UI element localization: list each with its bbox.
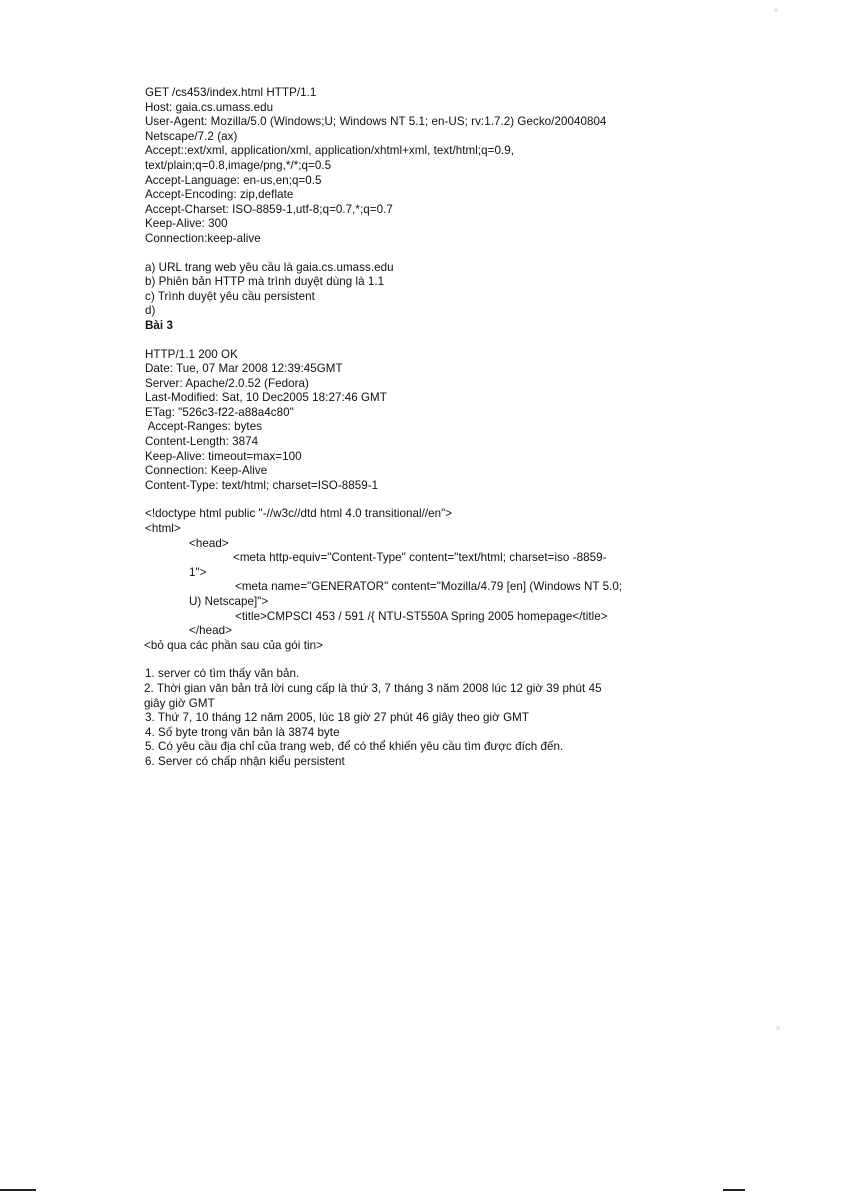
request-line: text/plain;q=0.8,image/png,*/*;q=0.5 bbox=[145, 158, 332, 172]
meta-generator-line: <meta name="GENERATOR" content="Mozilla/4.79 [en] (Windows NT 5.0; bbox=[235, 580, 623, 594]
spacer bbox=[145, 334, 745, 348]
answer-line: a) URL trang web yêu cầu là gaia.cs.umass.edu bbox=[145, 260, 394, 274]
title-tag-line: <title>CMPSCI 453 / 591 /{ NTU-ST550A Spring 2005 homepage</title> bbox=[235, 609, 608, 623]
response-line: Keep-Alive: timeout=max=100 bbox=[145, 449, 302, 463]
answer-line: 1. server có tìm thấy văn bản. bbox=[145, 667, 300, 681]
answer-line: c) Trình duyệt yêu cầu persistent bbox=[145, 289, 315, 303]
answer-line: 5. Có yêu cầu địa chỉ của trang web, để có thể khiến yêu cầu tìm được đích đến. bbox=[145, 740, 564, 754]
http-response-block bbox=[145, 348, 745, 494]
response-line: HTTP/1.1 200 OK bbox=[145, 347, 238, 361]
doctype-line: <!doctype html public "-//w3c//dtd html 4.0 transitional//en"> bbox=[145, 507, 453, 521]
response-line: Connection: Keep-Alive bbox=[145, 464, 268, 478]
request-line: Netscape/7.2 (ax) bbox=[145, 129, 238, 143]
section-heading: Bài 3 bbox=[145, 318, 173, 332]
scan-speck bbox=[774, 8, 778, 12]
answer-line: 3. Thứ 7, 10 tháng 12 năm 2005, lúc 18 giờ 27 phút 46 giây theo giờ GMT bbox=[145, 711, 530, 725]
spacer bbox=[145, 653, 745, 667]
request-line: Connection:keep-alive bbox=[145, 231, 261, 245]
scan-speck bbox=[776, 1026, 780, 1030]
request-line: User-Agent: Mozilla/5.0 (Windows;U; Windows NT 5.1; en-US; rv:1.7.2) Gecko/20040804 bbox=[145, 115, 607, 129]
html-open-line: <html> bbox=[145, 522, 181, 536]
request-line: Accept-Encoding: zip,deflate bbox=[145, 188, 294, 202]
html-body-block bbox=[145, 507, 745, 653]
spacer bbox=[145, 247, 745, 261]
answer-line: d) bbox=[145, 304, 156, 318]
response-line: Content-Length: 3874 bbox=[145, 435, 259, 449]
response-line: Accept-Ranges: bytes bbox=[145, 420, 263, 434]
request-line: Keep-Alive: 300 bbox=[145, 217, 228, 231]
head-open-line: <head> bbox=[189, 536, 229, 550]
document-content bbox=[145, 86, 745, 770]
spacer bbox=[145, 493, 745, 507]
request-line: Accept::ext/xml, application/xml, application/xhtml+xml, text/html;q=0.9, bbox=[145, 144, 515, 158]
meta-content-type-wrap: 1"> bbox=[189, 565, 207, 579]
meta-generator-wrap: U) Netscape]"> bbox=[189, 595, 269, 608]
response-line: Server: Apache/2.0.52 (Fedora) bbox=[145, 376, 309, 390]
meta-content-type-line: <meta http-equiv="Content-Type" content="text/html; charset=iso -8859- bbox=[233, 551, 607, 565]
response-line: ETag: "526c3-f22-a88a4c80" bbox=[145, 405, 294, 419]
http-request-block bbox=[145, 86, 745, 247]
request-line: Accept-Language: en-us,en;q=0.5 bbox=[145, 173, 322, 187]
request-line: Host: gaia.cs.umass.edu bbox=[145, 100, 274, 114]
response-line: Last-Modified: Sat, 10 Dec2005 18:27:46 GMT bbox=[145, 391, 387, 405]
skip-note-line: <bỏ qua các phần sau của gói tin> bbox=[144, 638, 323, 652]
answer-line: b) Phiên bản HTTP mà trình duyệt dùng là 1.1 bbox=[145, 275, 385, 289]
request-line: GET /cs453/index.html HTTP/1.1 bbox=[145, 86, 317, 99]
head-close-line: </head> bbox=[189, 624, 232, 638]
answer-line: 2. Thời gian văn bản trả lời cung cấp là thứ 3, 7 tháng 3 năm 2008 lúc 12 giờ 39 phút 45 bbox=[144, 681, 602, 695]
response-line: Content-Type: text/html; charset=ISO-8859-1 bbox=[145, 478, 379, 492]
answers-part-b bbox=[145, 667, 745, 769]
answers-part-a bbox=[145, 261, 745, 319]
response-line: Date: Tue, 07 Mar 2008 12:39:45GMT bbox=[145, 362, 343, 376]
answer-line: 6. Server có chấp nhận kiểu persistent bbox=[145, 754, 345, 768]
answer-line: giây giờ GMT bbox=[144, 696, 215, 710]
answer-line: 4. Số byte trong văn bản là 3874 byte bbox=[145, 725, 340, 739]
request-line: Accept-Charset: ISO-8859-1,utf-8;q=0.7,*;q=0.7 bbox=[145, 202, 393, 216]
